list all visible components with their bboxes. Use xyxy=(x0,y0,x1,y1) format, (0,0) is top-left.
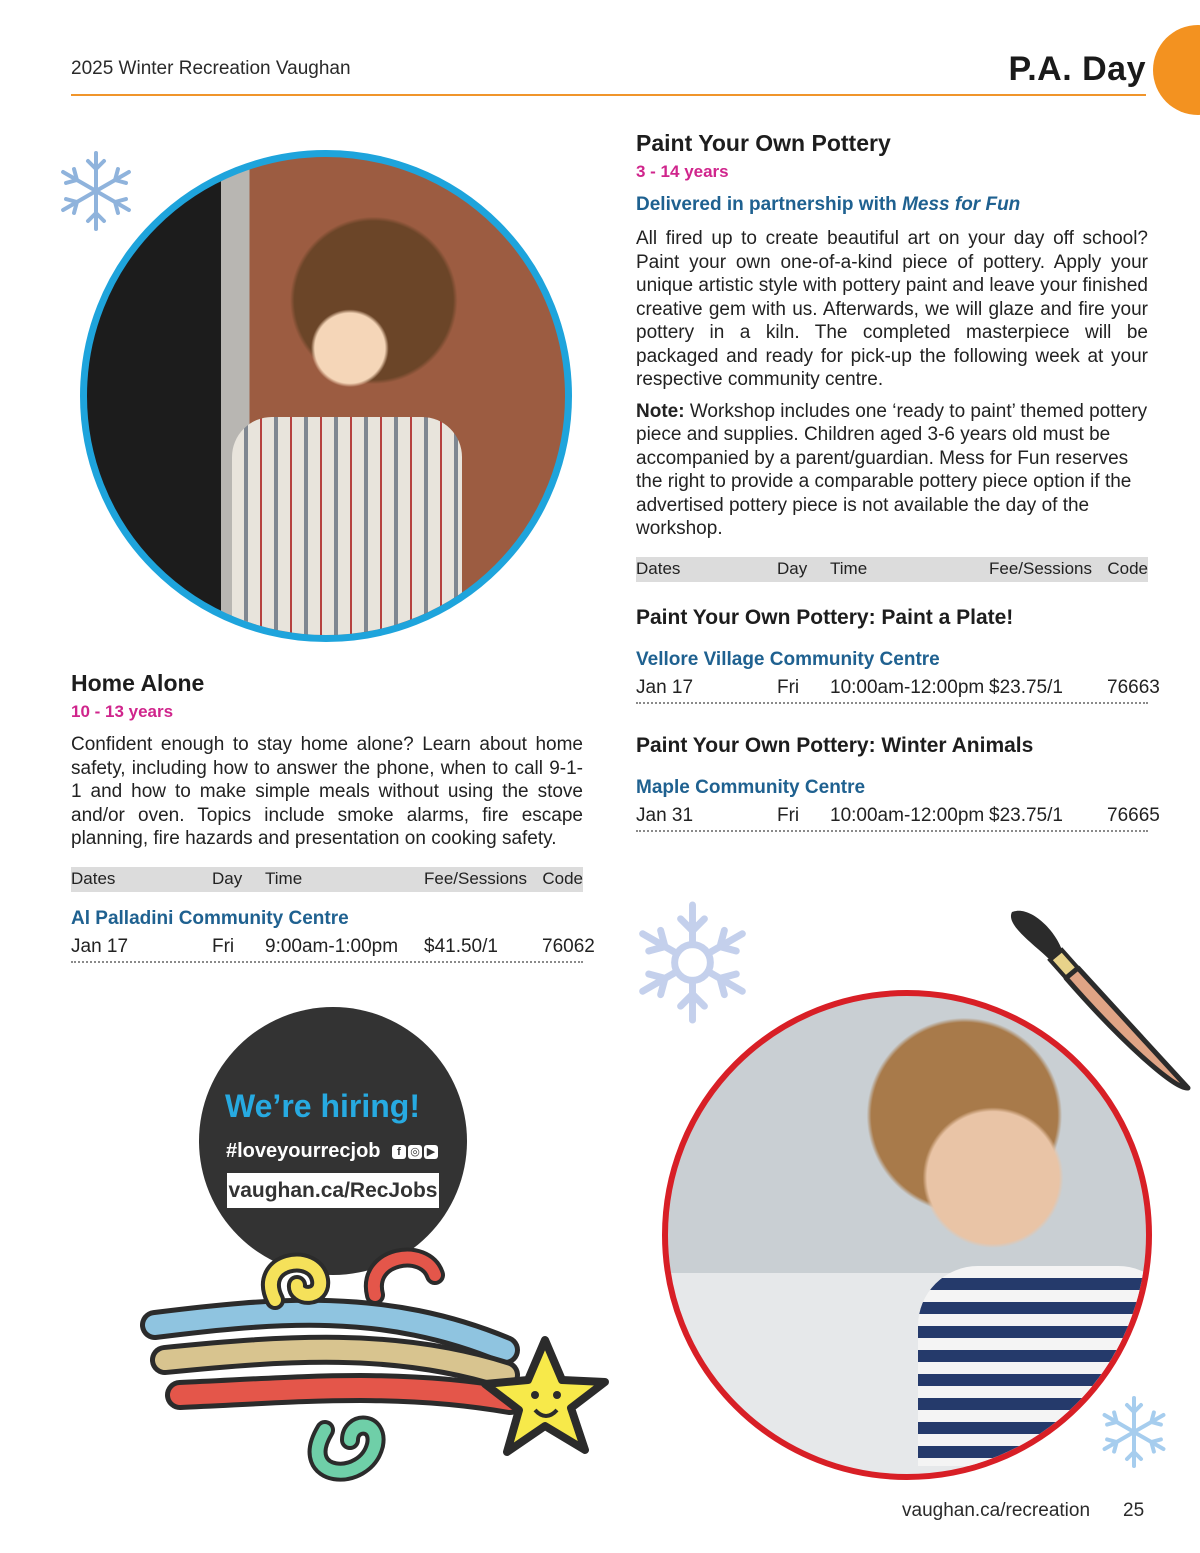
table-row xyxy=(636,671,1160,704)
row-date: Jan 31 xyxy=(636,804,694,826)
session-location: Vellore Village Community Centre xyxy=(636,648,940,670)
col-fee: Fee/Sessions xyxy=(989,559,1092,578)
pottery-partner-line xyxy=(636,194,1148,216)
section-title: P.A. Day xyxy=(1008,50,1146,88)
home-alone-section xyxy=(71,670,595,963)
row-code: 76665 xyxy=(1107,804,1160,826)
row-time: 10:00am-12:00pm xyxy=(830,804,985,826)
row-date: Jan 17 xyxy=(71,935,129,957)
pottery-description: All fired up to create beautiful art on your day off school? Paint your own one-of-a-kind piece of pottery. Apply your unique artistic style with pottery paint and leave your finished creative gem with us. Afterwards, we will glaze and fire your pottery in a kiln. The completed masterpiece will be packaged and ready for pick-up the following week at your respective community centre. xyxy=(636,228,1148,390)
boy-painting-photo xyxy=(662,990,1152,1480)
home-alone-age-range: 10 - 13 years xyxy=(71,702,174,721)
facebook-icon[interactable]: f xyxy=(392,1145,406,1159)
home-alone-table-header xyxy=(71,867,583,892)
home-alone-title: Home Alone xyxy=(71,670,205,696)
session-location: Al Palladini Community Centre xyxy=(71,907,349,929)
snowflake-icon xyxy=(625,895,760,1030)
partner-prefix: Delivered in partnership with xyxy=(636,194,903,215)
hiring-hashtag: #loveyourrecjob xyxy=(226,1140,381,1162)
pottery-table-header xyxy=(636,557,1148,582)
pottery-age-range: 3 - 14 years xyxy=(636,162,729,181)
child-plaid-shirt xyxy=(232,417,462,642)
shooting-star-icon xyxy=(125,1230,630,1490)
header-divider xyxy=(71,94,1146,96)
partner-name: Mess for Fun xyxy=(902,194,1021,215)
row-code: 76062 xyxy=(542,935,595,957)
pottery-section xyxy=(636,130,1160,832)
row-code: 76663 xyxy=(1107,676,1160,698)
pottery-title: Paint Your Own Pottery xyxy=(636,130,891,156)
snowflake-icon xyxy=(1097,1395,1171,1469)
youtube-icon[interactable]: ▶ xyxy=(424,1145,438,1159)
col-time: Time xyxy=(830,559,868,578)
row-date: Jan 17 xyxy=(636,676,694,698)
col-code: Code xyxy=(542,869,583,888)
home-alone-description: Confident enough to stay home alone? Learn about home safety, including how to answer the phone, when to call 9-1-1 and how to make simple meals without using the stove and/or oven. Topics include smoke alarms, fire escape planning, fire hazards and presentation on cooking safety. xyxy=(71,734,583,849)
page-number: 25 xyxy=(1123,1500,1145,1521)
hiring-title: We’re hiring! xyxy=(225,1088,420,1124)
publication-title: 2025 Winter Recreation Vaughan xyxy=(71,58,351,79)
note-text: Workshop includes one ‘ready to paint’ themed pottery piece and supplies. Children aged 3-6 years old must be accompanied by a parent/guardian. Mess for Fun reserves the right to provide a comparable pottery piece option if the advertised pottery piece is not available the day of the workshop. xyxy=(636,400,1148,539)
child-at-door-photo xyxy=(80,150,572,642)
row-fee: $41.50/1 xyxy=(424,935,498,957)
col-day: Day xyxy=(777,559,808,578)
table-row xyxy=(71,930,595,963)
row-time: 10:00am-12:00pm xyxy=(830,676,985,698)
footer-url[interactable]: vaughan.ca/recreation xyxy=(902,1500,1091,1521)
row-time: 9:00am-1:00pm xyxy=(265,935,399,957)
note-label: Note: xyxy=(636,400,685,422)
col-dates: Dates xyxy=(636,559,681,578)
col-fee: Fee/Sessions xyxy=(424,869,527,888)
hiring-url-link[interactable]: vaughan.ca/RecJobs xyxy=(227,1173,439,1208)
row-fee: $23.75/1 xyxy=(989,676,1063,698)
col-time: Time xyxy=(265,869,303,888)
col-day: Day xyxy=(212,869,243,888)
social-icons xyxy=(392,1145,438,1159)
session-subtitle: Paint Your Own Pottery: Paint a Plate! xyxy=(636,605,1014,629)
row-fee: $23.75/1 xyxy=(989,804,1063,826)
section-tab-decoration xyxy=(1153,25,1200,115)
session-location: Maple Community Centre xyxy=(636,776,866,798)
table-row xyxy=(636,799,1160,832)
col-dates: Dates xyxy=(71,869,116,888)
col-code: Code xyxy=(1107,559,1148,578)
instagram-icon[interactable]: ◎ xyxy=(408,1145,422,1159)
snowflake-icon xyxy=(55,150,137,232)
row-day: Fri xyxy=(212,935,235,957)
session-subtitle: Paint Your Own Pottery: Winter Animals xyxy=(636,733,1034,757)
row-day: Fri xyxy=(777,804,800,826)
pottery-note xyxy=(636,400,1148,541)
row-day: Fri xyxy=(777,676,800,698)
